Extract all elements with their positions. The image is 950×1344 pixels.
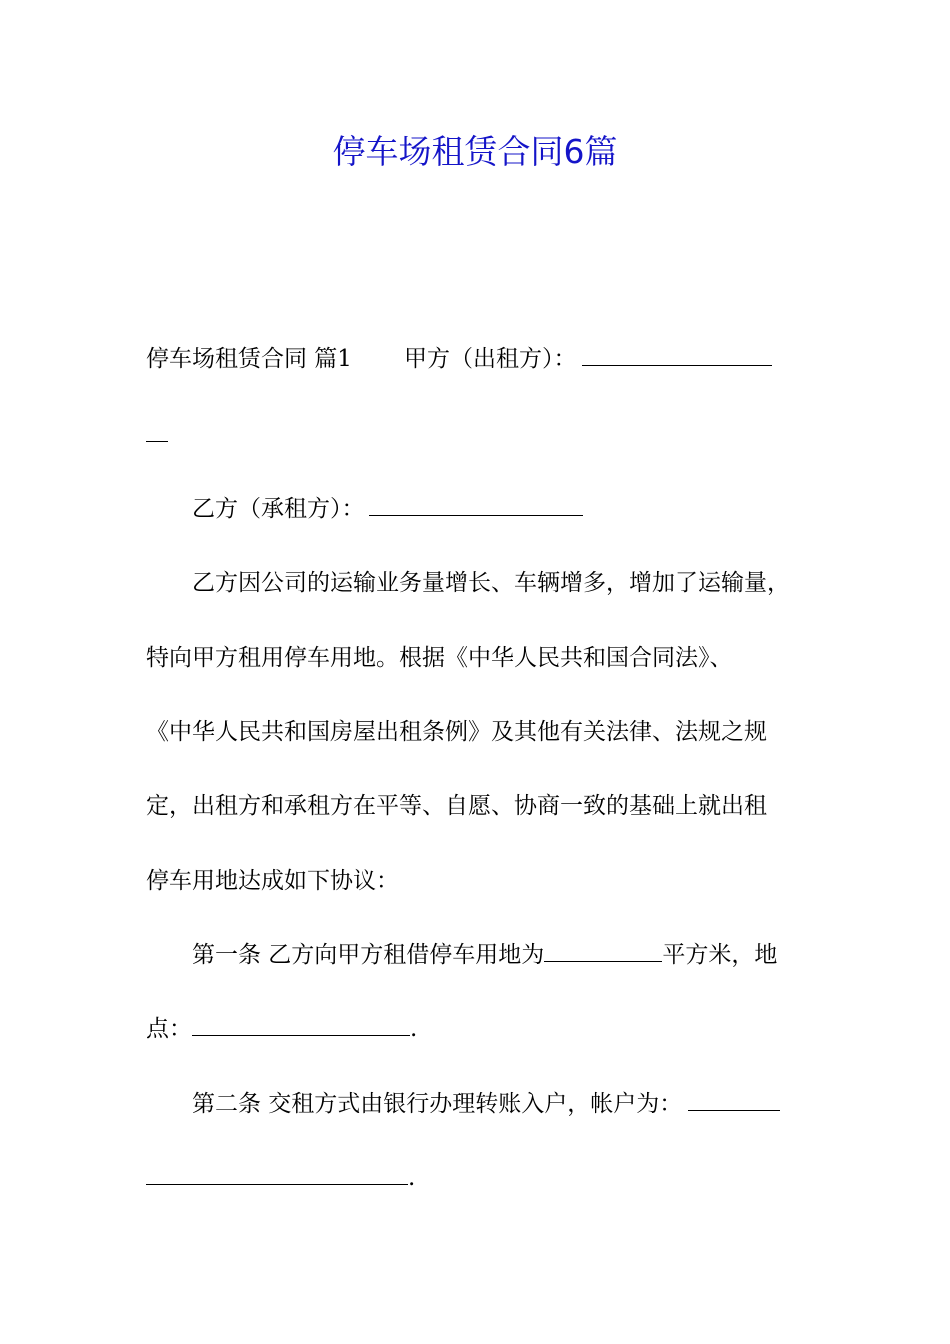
account-blank (688, 1090, 780, 1111)
party-b-blank (369, 495, 583, 516)
account-period: . (408, 1165, 416, 1191)
article-1-text: 第一条 乙方向甲方租借停车用地为 (192, 942, 545, 968)
party-a-blank-continued (146, 421, 168, 442)
contract-heading: 停车场租赁合同 篇1 (146, 346, 352, 372)
line-9 (192, 940, 777, 970)
line-1 (146, 344, 772, 374)
location-blank (192, 1015, 410, 1036)
party-a-blank (582, 345, 772, 366)
location-label: 点： (146, 1016, 192, 1042)
paragraph-text: 特向甲方租用停车用地。根据《中华人民共和国合同法》、 (146, 645, 733, 671)
line-8 (146, 866, 399, 896)
line-4 (192, 568, 790, 598)
line-5 (146, 643, 733, 673)
line-12 (146, 1163, 415, 1193)
paragraph-text: 定，出租方和承租方在平等、自愿、协商一致的基础上就出租 (146, 793, 767, 819)
party-b-label: 乙方（承租方）： (192, 496, 365, 522)
line-2 (146, 420, 168, 450)
document-title: 停车场租赁合同6篇 (332, 132, 618, 171)
line-3 (192, 494, 583, 524)
party-a-label: 甲方（出租方）： (403, 346, 577, 372)
paragraph-text: 《中华人民共和国房屋出租条例》及其他有关法律、法规之规 (146, 719, 767, 745)
location-period: . (410, 1016, 418, 1042)
line-10 (146, 1014, 417, 1044)
article-2-text: 第二条 交租方式由银行办理转账入户，帐户为： (192, 1091, 683, 1117)
area-blank (544, 941, 662, 962)
account-blank-continued (146, 1164, 408, 1185)
paragraph-text: 乙方因公司的运输业务量增长、车辆增多，增加了运输量， (192, 570, 790, 596)
line-11 (192, 1089, 780, 1119)
paragraph-text: 停车用地达成如下协议： (146, 868, 399, 894)
article-1-unit: 平方米，地 (662, 942, 778, 968)
line-6 (146, 717, 767, 747)
line-7 (146, 791, 767, 821)
